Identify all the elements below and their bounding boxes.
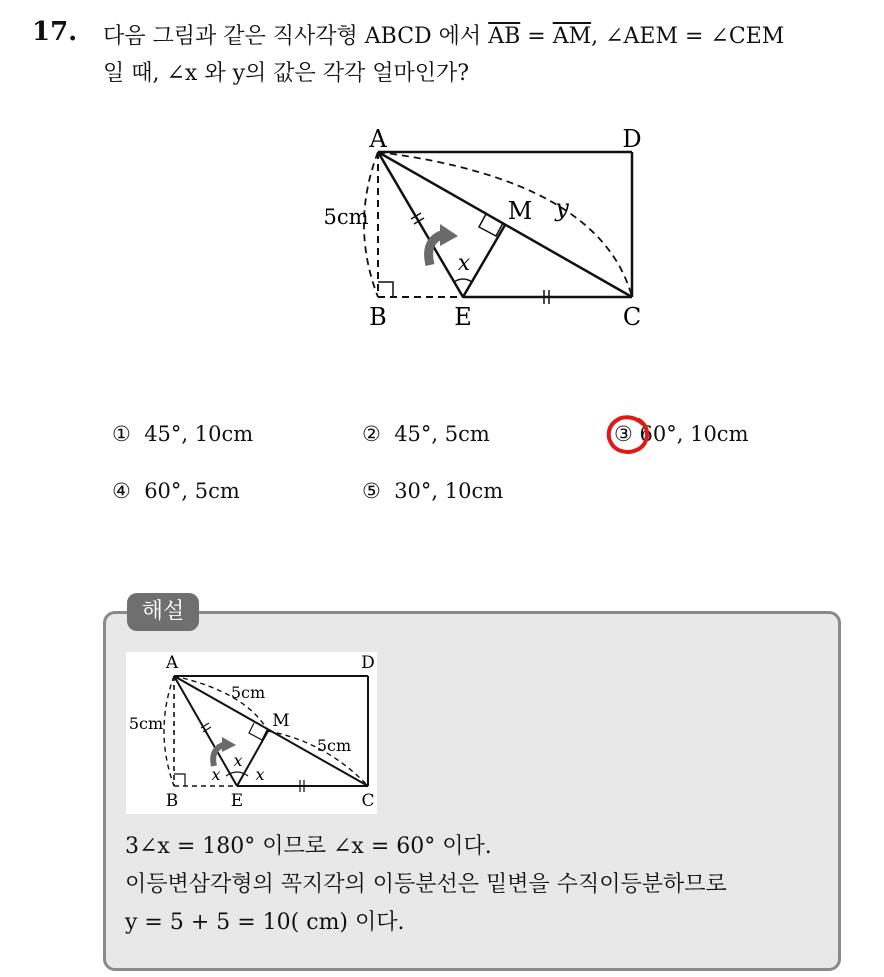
label-b: B bbox=[369, 303, 387, 331]
label-c: C bbox=[622, 303, 642, 331]
choice-2[interactable] bbox=[362, 422, 490, 446]
sol-label-d: D bbox=[361, 653, 375, 673]
sol-label-a: A bbox=[165, 653, 179, 673]
sol-label-mc-length: 5cm bbox=[316, 736, 352, 755]
question-text-a: 다음 그림과 같은 직사각형 ABCD 에서 bbox=[103, 24, 482, 49]
solution-line-2: 이등변삼각형의 꼭지각의 이등분선은 밑변을 수직이등분하므로 bbox=[125, 872, 727, 897]
choice-5[interactable] bbox=[362, 479, 503, 503]
label-x: x bbox=[457, 251, 471, 276]
choice-4-mark: ④ bbox=[112, 479, 131, 503]
label-d: D bbox=[622, 125, 642, 153]
choice-4[interactable] bbox=[112, 479, 240, 503]
solution-figure bbox=[126, 652, 377, 814]
solution-line-3: y = 5 + 5 = 10( cm) 이다. bbox=[125, 910, 405, 935]
label-a: A bbox=[369, 125, 387, 153]
label-5cm: 5cm bbox=[323, 205, 369, 229]
choice-4-text: 60°, 5cm bbox=[144, 479, 240, 503]
choice-3-mark: ③ bbox=[614, 422, 633, 446]
sol-label-m: M bbox=[272, 711, 290, 731]
sol-label-x-left: x bbox=[211, 765, 221, 784]
answer-circle-mark bbox=[603, 412, 655, 458]
equals-sign: = bbox=[527, 24, 546, 49]
choice-3-text: 60°, 10cm bbox=[639, 422, 749, 446]
sol-label-x-top: x bbox=[233, 751, 243, 770]
sol-label-b: B bbox=[165, 791, 179, 811]
question-line-2: 일 때, ∠x 와 y의 값은 각각 얼마인가? bbox=[103, 61, 470, 86]
label-y: y bbox=[555, 194, 569, 222]
segment-ab: $\overline{AB}$ bbox=[488, 24, 521, 49]
choice-5-text: 30°, 10cm bbox=[394, 479, 504, 503]
choice-2-text: 45°, 5cm bbox=[394, 422, 490, 446]
solution-badge: 해설 bbox=[127, 593, 199, 631]
choice-1-mark: ① bbox=[112, 422, 131, 446]
sol-label-ab-length: 5cm bbox=[128, 714, 164, 733]
segment-am: $\overline{AM}$ bbox=[552, 24, 592, 49]
sol-label-x-right: x bbox=[255, 765, 265, 784]
solution-line-1: 3∠x = 180° 이므로 ∠x = 60° 이다. bbox=[125, 834, 492, 859]
choice-2-mark: ② bbox=[362, 422, 381, 446]
choice-5-mark: ⑤ bbox=[362, 479, 381, 503]
sol-label-am-length: 5cm bbox=[230, 683, 266, 702]
label-e: E bbox=[454, 303, 472, 331]
question-text-b: , ∠AEM = ∠CEM bbox=[591, 24, 785, 49]
choice-1[interactable] bbox=[112, 422, 253, 446]
sol-label-c: C bbox=[361, 791, 375, 811]
choice-1-text: 45°, 10cm bbox=[144, 422, 254, 446]
sol-label-e: E bbox=[230, 791, 244, 811]
question-number: 17. bbox=[32, 17, 78, 47]
label-m: M bbox=[507, 197, 533, 225]
